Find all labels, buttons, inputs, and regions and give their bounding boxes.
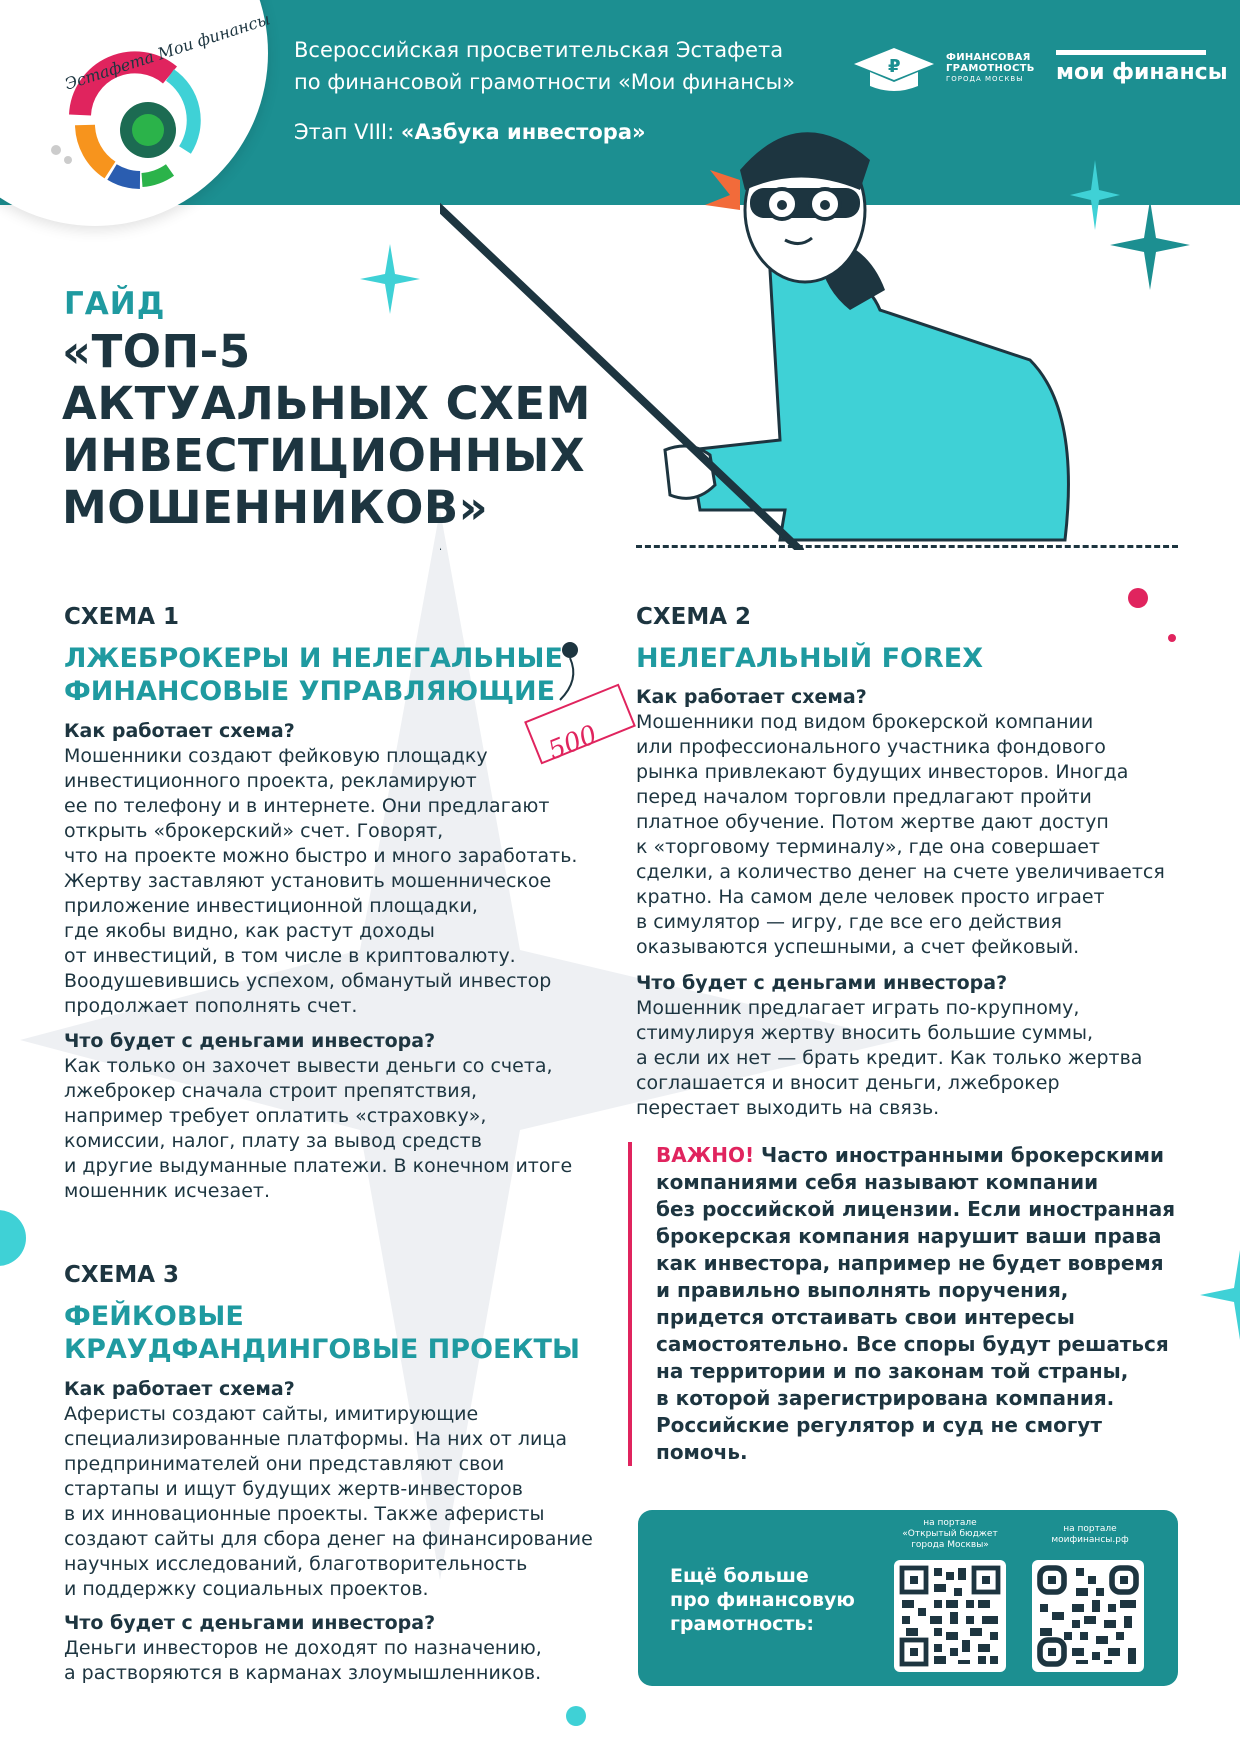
qr-code-icon xyxy=(894,1560,1006,1672)
scheme3-question2: Что будет с деньгами инвестора? xyxy=(64,1612,436,1634)
scheme1-title: ЛЖЕБРОКЕРЫ И НЕЛЕГАЛЬНЫЕ ФИНАНСОВЫЕ УПРАВЛЯЮЩИЕ xyxy=(64,643,563,707)
scheme3-answer2: Деньги инвесторов не доходят по назначению, а растворяются в карманах злоумышленников. xyxy=(64,1637,542,1684)
dashed-divider xyxy=(636,545,1178,548)
stage-name: «Азбука инвестора» xyxy=(400,120,646,144)
qr-code-icon xyxy=(1032,1560,1144,1672)
scheme2-label: СХЕМА 2 xyxy=(636,604,752,630)
qr-code-open-budget[interactable] xyxy=(894,1560,1006,1672)
relay-logo-text: Эстафета Мои финансы xyxy=(62,9,273,94)
scheme1-answer2: Как только он захочет вывести деньги со счета, лжеброкер сначала строит препятствия, например требует оплатить «страховку», комиссии, налог, плату за вывод средств и другие выдуманные платежи. В конечном итоге мошенник исчезает. xyxy=(64,1055,573,1202)
scheme1-answer1: Мошенники создают фейковую площадку инвестиционного проекта, рекламируют ее по телефону и в интернете. Они предлагают открыть «брокерский» счет. Говорят, что на проекте можно быстро и много заработать. Жертву заставляют установить мошенническое приложение инвестиционной площадки, где якобы видно, как растут доходы от инвестиций, в том числе в криптовалюту. Воодушевившись успехом, обманутый инвестор продолжает пополнять счет. xyxy=(64,745,578,1017)
qr-caption-moifinansy: на портале моифинансы.рф xyxy=(1051,1524,1129,1545)
scheme3-label: СХЕМА 3 xyxy=(64,1262,180,1288)
scheme3-answer1: Аферисты создают сайты, имитирующие специализированные платформы. На них от лица предпринимателей они представляют свои стартапы и ищут будущих жертв-инвесторов в их инновационные проекты. Также аферисты создают сайты для сбора денег на финансирование научных исследований, благотворительность и поддержку социальных проектов. xyxy=(64,1403,593,1600)
fg-logo-text xyxy=(946,52,1035,85)
scheme2-answer1: Мошенники под видом брокерской компании или профессионального участника фондового рынка привлекают будущих инвесторов. Иногда перед началом торговли предлагают пройти платное обучение. Потом жертве дают доступ к «торговому терминалу», где она совершает сделки, а количество денег на счете увеличивается кратно. На самом деле человек просто играет в симулятор — игру, где все его действия оказываются успешными, а счет фейковый. xyxy=(636,711,1165,958)
guide-label: ГАЙД xyxy=(64,286,166,322)
banknote-500: 500 xyxy=(544,719,602,767)
scheme3-title: ФЕЙКОВЫЕ КРАУДФАНДИНГОВЫЕ ПРОЕКТЫ xyxy=(64,1301,580,1365)
svg-text:₽: ₽ xyxy=(888,56,901,77)
header-line-1: Всероссийская просветительская Эстафета xyxy=(294,38,784,62)
pink-dot xyxy=(1128,588,1148,608)
scheme1-question1: Как работает схема? xyxy=(64,720,295,742)
guide-title-line1: «ТОП-5 xyxy=(62,325,251,378)
guide-title-line3: ИНВЕСТИЦИОННЫХ xyxy=(62,429,586,482)
scheme3-question1: Как работает схема? xyxy=(64,1378,295,1400)
stage-prefix: Этап VIII: xyxy=(294,120,401,144)
mf-logo-bar xyxy=(1056,50,1206,55)
guide-title xyxy=(62,326,591,534)
fg-logo-line2: ГРАМОТНОСТЬ xyxy=(946,63,1035,74)
sparkle-icon xyxy=(360,244,420,314)
scheme2-question2: Что будет с деньгами инвестора? xyxy=(636,972,1008,994)
scheme2-answer2: Мошенник предлагает играть по-крупному, стимулируя жертву вносить большие суммы, а если их нет — брать кредит. Как только жертва соглашается и вносит деньги, лжеброкер перестает выходить на связь. xyxy=(636,997,1143,1119)
important-text: Часто иностранными брокерскими компаниями себя называют компании без российской лицензии. Если иностранная брокерская компания нарушит ваши права как инвестора, например не будет вовремя и правильно выполнять поручения, придется отстаивать свои интересы самостоятельно. Все споры будут решаться на территории и по законам той страны, в которой зарегистрирована компания. Российские регулятор и суд не смогут помочь. xyxy=(656,1143,1176,1464)
scheme1-question2: Что будет с деньгами инвестора? xyxy=(64,1030,436,1052)
important-notice xyxy=(628,1142,1216,1466)
qr-code-moifinansy[interactable] xyxy=(1032,1560,1144,1672)
header-line-2: по финансовой грамотности «Мои финансы» xyxy=(294,70,796,94)
qr-caption-open-budget: на портале «Открытый бюджет города Москвы» xyxy=(902,1518,998,1550)
fg-logo-line3: ГОРОДА МОСКВЫ xyxy=(946,75,1024,83)
guide-title-line2: АКТУАЛЬНЫХ СХЕМ xyxy=(62,377,591,430)
scheme2-title: НЕЛЕГАЛЬНЫЙ FOREX xyxy=(636,643,984,674)
mf-logo-text: мои финансы xyxy=(1056,60,1228,85)
scheme1-label: СХЕМА 1 xyxy=(64,604,180,630)
fg-logo-line1: ФИНАНСОВАЯ xyxy=(946,52,1031,63)
graduation-cap-icon xyxy=(852,44,936,94)
pink-dot xyxy=(1168,634,1176,642)
cyan-dot xyxy=(566,1706,586,1726)
scheme2-question1: Как работает схема? xyxy=(636,686,867,708)
important-label: ВАЖНО! xyxy=(656,1143,755,1167)
guide-title-line4: МОШЕННИКОВ» xyxy=(62,481,489,534)
qr-panel-text: Ещё больше про финансовую грамотность: xyxy=(670,1565,855,1635)
